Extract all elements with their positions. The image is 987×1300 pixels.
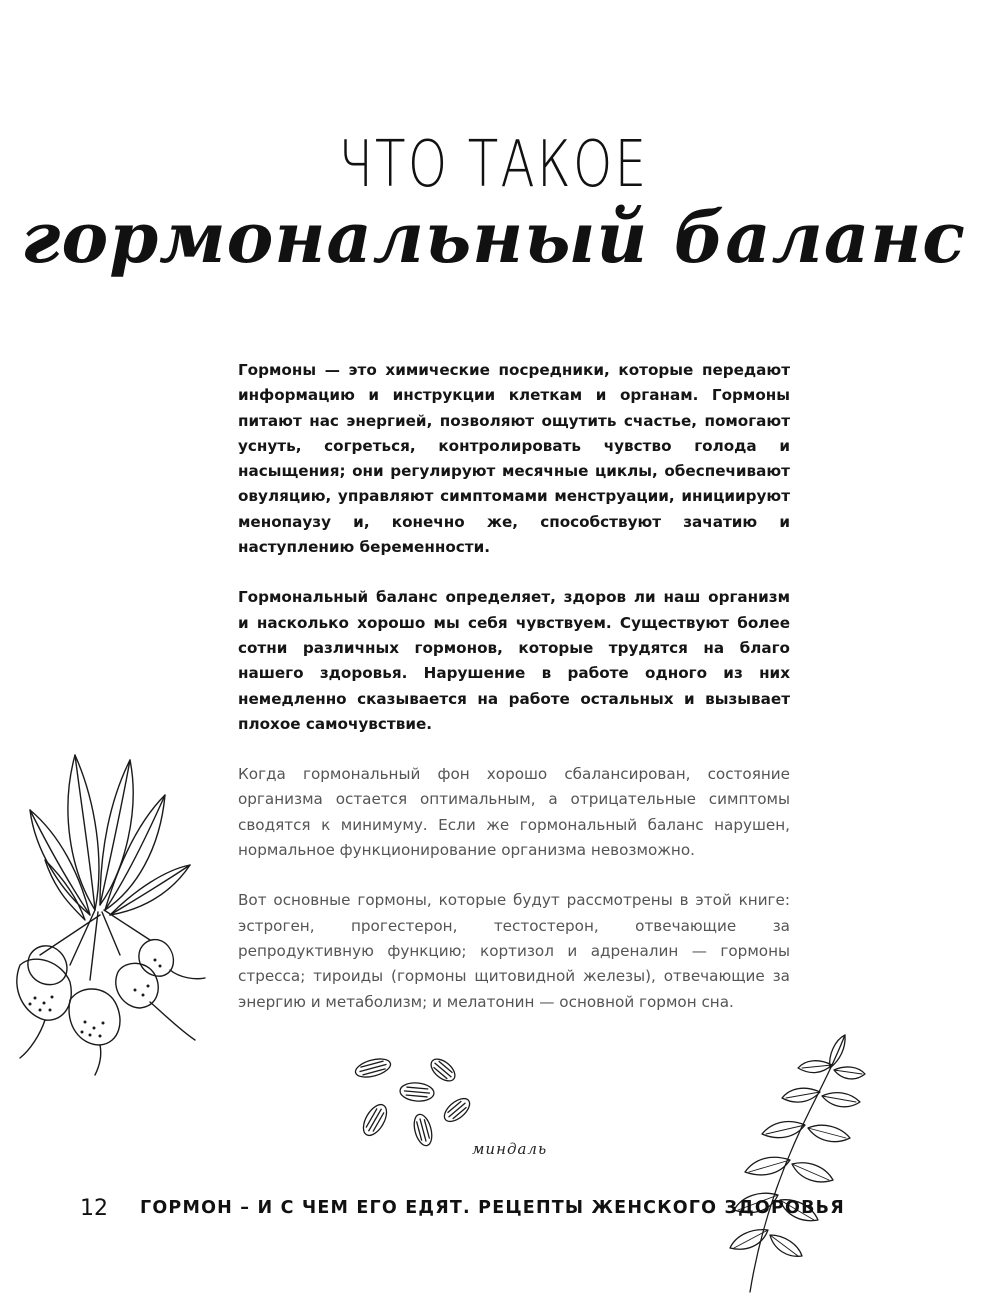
paragraph-balanced-state: Когда гормональный фон хорошо сбалансирован, состояние организма остается оптимальным, а отрицательные симптомы сводятся к минимуму. Если же гормональный баланс нарушен, нормальное функционирование организма невозможно.: [238, 765, 790, 860]
paragraph-hormones-definition: Гормоны — это химические посредники, которые передают информацию и инструкции клеткам и органам. Гормоны питают нас энергией, позволяют ощутить счастье, помогают уснуть, согреться, контролировать чувство голода и насыщения; они регулируют месячные циклы, обеспечивают овуляцию, управляют симптомами менструации, инициируют менопаузу и, конечно же, способствуют зачатию и наступлению беременности.: [238, 361, 790, 557]
page-number: 12: [80, 1196, 108, 1221]
chapter-title-script: гормональный баланс: [21, 196, 966, 279]
radish-illustration: [0, 740, 215, 1080]
chapter-title-line1: ЧТО ТАКОЕ: [338, 128, 649, 202]
leaf-branch-illustration: [700, 1030, 885, 1300]
body-text: [238, 358, 790, 1040]
running-footer-title: ГОРМОН – И С ЧЕМ ЕГО ЕДЯТ. РЕЦЕПТЫ ЖЕНСКОГО ЗДОРОВЬЯ: [140, 1198, 845, 1218]
almond-illustration: [345, 1050, 480, 1155]
paragraph-hormonal-balance: Гормональный баланс определяет, здоров ли наш организм и насколько хорошо мы себя чувствуем. Существуют более сотни различных гормонов, которые трудятся на благо нашего здоровья. Нарушение в работе одного из них немедленно сказывается на работе остальных и вызывает плохое самочувствие.: [238, 588, 790, 733]
almond-label: миндаль: [472, 1140, 548, 1158]
paragraph-main-hormones: Вот основные гормоны, которые будут рассмотрены в этой книге: эстроген, прогестерон, тестостерон, отвечающие за репродуктивную функцию; кортизол и адреналин — гормоны стресса; тироиды (гормоны щитовидной железы), отвечающие за энергию и метаболизм; и мелатонин — основной гормон сна.: [238, 891, 790, 1011]
